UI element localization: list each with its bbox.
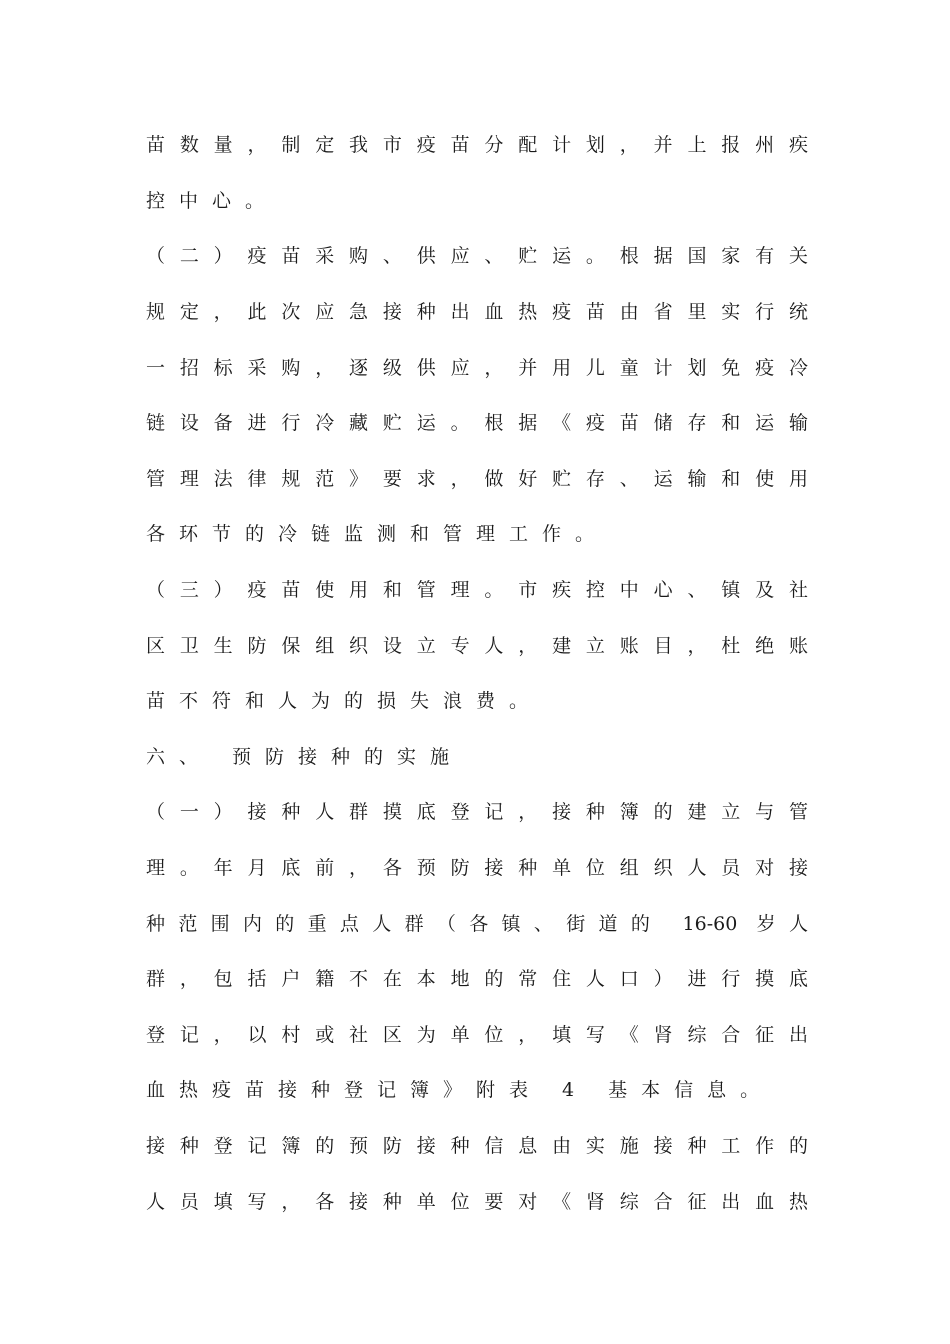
text-line: 控中心。: [146, 190, 279, 212]
text-line: 管理法律规范》要求，做好贮存、运输和使用: [146, 468, 808, 490]
text-line: （三）疫苗使用和管理。市疾控中心、镇及社: [146, 579, 808, 601]
text-line: 理。年月底前，各预防接种单位组织人员对接: [146, 857, 808, 879]
text-line: 苗数量，制定我市疫苗分配计划，并上报州疾: [146, 134, 808, 156]
text-line: （一）接种人群摸底登记，接种簿的建立与管: [146, 801, 808, 823]
text-line: 群，包括户籍不在本地的常住人口）进行摸底: [146, 968, 808, 990]
text-line: （二）疫苗采购、供应、贮运。根据国家有关: [146, 245, 808, 267]
text-line: 登记，以村或社区为单位，填写《肾综合征出: [146, 1024, 808, 1046]
text-line: 种范围内的重点人群（各镇、街道的 16-60 岁人: [146, 913, 808, 935]
section-heading: 六、 预防接种的实施: [146, 746, 464, 768]
text-line: 区卫生防保组织设立专人，建立账目，杜绝账: [146, 635, 808, 657]
text-line: 血热疫苗接种登记簿》附表 4 基本信息。: [146, 1079, 774, 1101]
text-line: 苗不符和人为的损失浪费。: [146, 690, 543, 712]
text-line: 链设备进行冷藏贮运。根据《疫苗储存和运输: [146, 412, 808, 434]
text-line: 一招标采购，逐级供应，并用儿童计划免疫冷: [146, 357, 808, 379]
text-line: 各环节的冷链监测和管理工作。: [146, 523, 609, 545]
text-line: 接种登记簿的预防接种信息由实施接种工作的: [146, 1135, 808, 1157]
text-line: 规定，此次应急接种出血热疫苗由省里实行统: [146, 301, 808, 323]
text-line: 人员填写，各接种单位要对《肾综合征出血热: [146, 1191, 808, 1213]
